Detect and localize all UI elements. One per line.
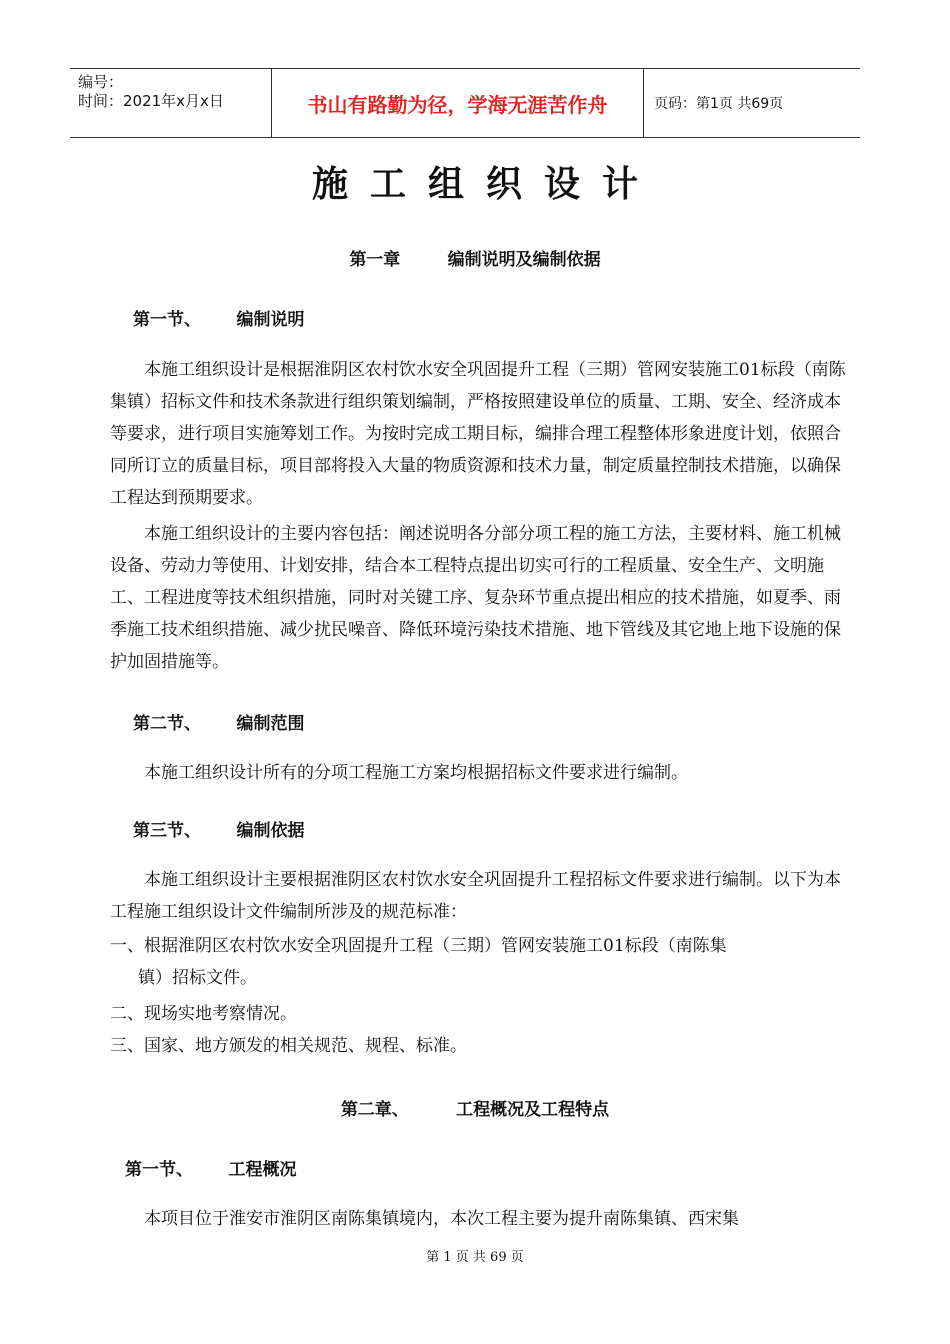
chapter-1-section-2-title: 第二节、 编制范围	[133, 714, 305, 734]
chapter-1-section-1-paragraph-2: 本施工组织设计的主要内容包括：阐述说明各分部分项工程的施工方法，主要材料、施工机械设备、劳动力等使用、计划安排，结合本工程特点提出切实可行的工程质量、安全生产、文明施工、工程进度等技术组织措施，同时对关键工序、复杂环节重点提出相应的技术措施，如夏季、雨季施工技术组织措施、减少扰民噪音、降低环境污染技术措施、地下管线及其它地上地下设施的保护加固措施等。	[110, 524, 841, 672]
document-title: 施工组织设计	[311, 163, 660, 205]
chapter-1-section-2-paragraph-1: 本施工组织设计所有的分项工程施工方案均根据招标文件要求进行编制。	[144, 763, 688, 783]
page-header	[70, 68, 860, 138]
basis-list-item-2: 二、现场实地考察情况。	[110, 1004, 297, 1024]
document-time: 时间：2021年x月x日	[78, 92, 224, 110]
chapter-1-section-1-paragraph-1: 本施工组织设计是根据淮阴区农村饮水安全巩固提升工程（三期）管网安装施工01标段（南陈集镇）招标文件和技术条款进行组织策划编制，严格按照建设单位的质量、工期、安全、经济成本等要求，进行项目实施筹划工作。为按时完成工期目标，编排合理工程整体形象进度计划，依照合同所订立的质量目标，项目部将投入大量的物质资源和技术力量，制定质量控制技术措施，以确保工程达到预期要求。	[110, 360, 846, 508]
header-meta-cell	[70, 69, 272, 137]
chapter-1-section-3-paragraph-1: 本施工组织设计主要根据淮阴区农村饮水安全巩固提升工程招标文件要求进行编制。以下为本工程施工组织设计文件编制所涉及的规范标准：	[110, 870, 841, 922]
basis-list-item-1-continued: 镇）招标文件。	[138, 968, 257, 988]
chapter-2-section-1-paragraph-1: 本项目位于淮安市淮阴区南陈集镇境内，本次工程主要为提升南陈集镇、西宋集	[144, 1209, 739, 1229]
basis-list-item-3: 三、国家、地方颁发的相关规范、规程、标准。	[110, 1036, 467, 1056]
document-number-label: 编号：	[78, 73, 124, 91]
page-footer: 第 1 页 共 69 页	[426, 1250, 524, 1265]
chapter-2-title: 第二章、 工程概况及工程特点	[340, 1100, 610, 1120]
chapter-1-section-3-title: 第三节、 编制依据	[133, 821, 305, 841]
chapter-1-section-1-title: 第一节、 编制说明	[133, 310, 305, 330]
header-page-info: 页码：第1页 共69页	[654, 96, 784, 112]
chapter-2-section-1-title: 第一节、 工程概况	[125, 1160, 297, 1180]
basis-list-item-1: 一、根据淮阴区农村饮水安全巩固提升工程（三期）管网安装施工01标段（南陈集	[110, 936, 727, 956]
header-motto: 书山有路勤为径，学海无涯苦作舟	[272, 69, 644, 137]
chapter-1-title: 第一章 编制说明及编制依据	[349, 250, 601, 270]
